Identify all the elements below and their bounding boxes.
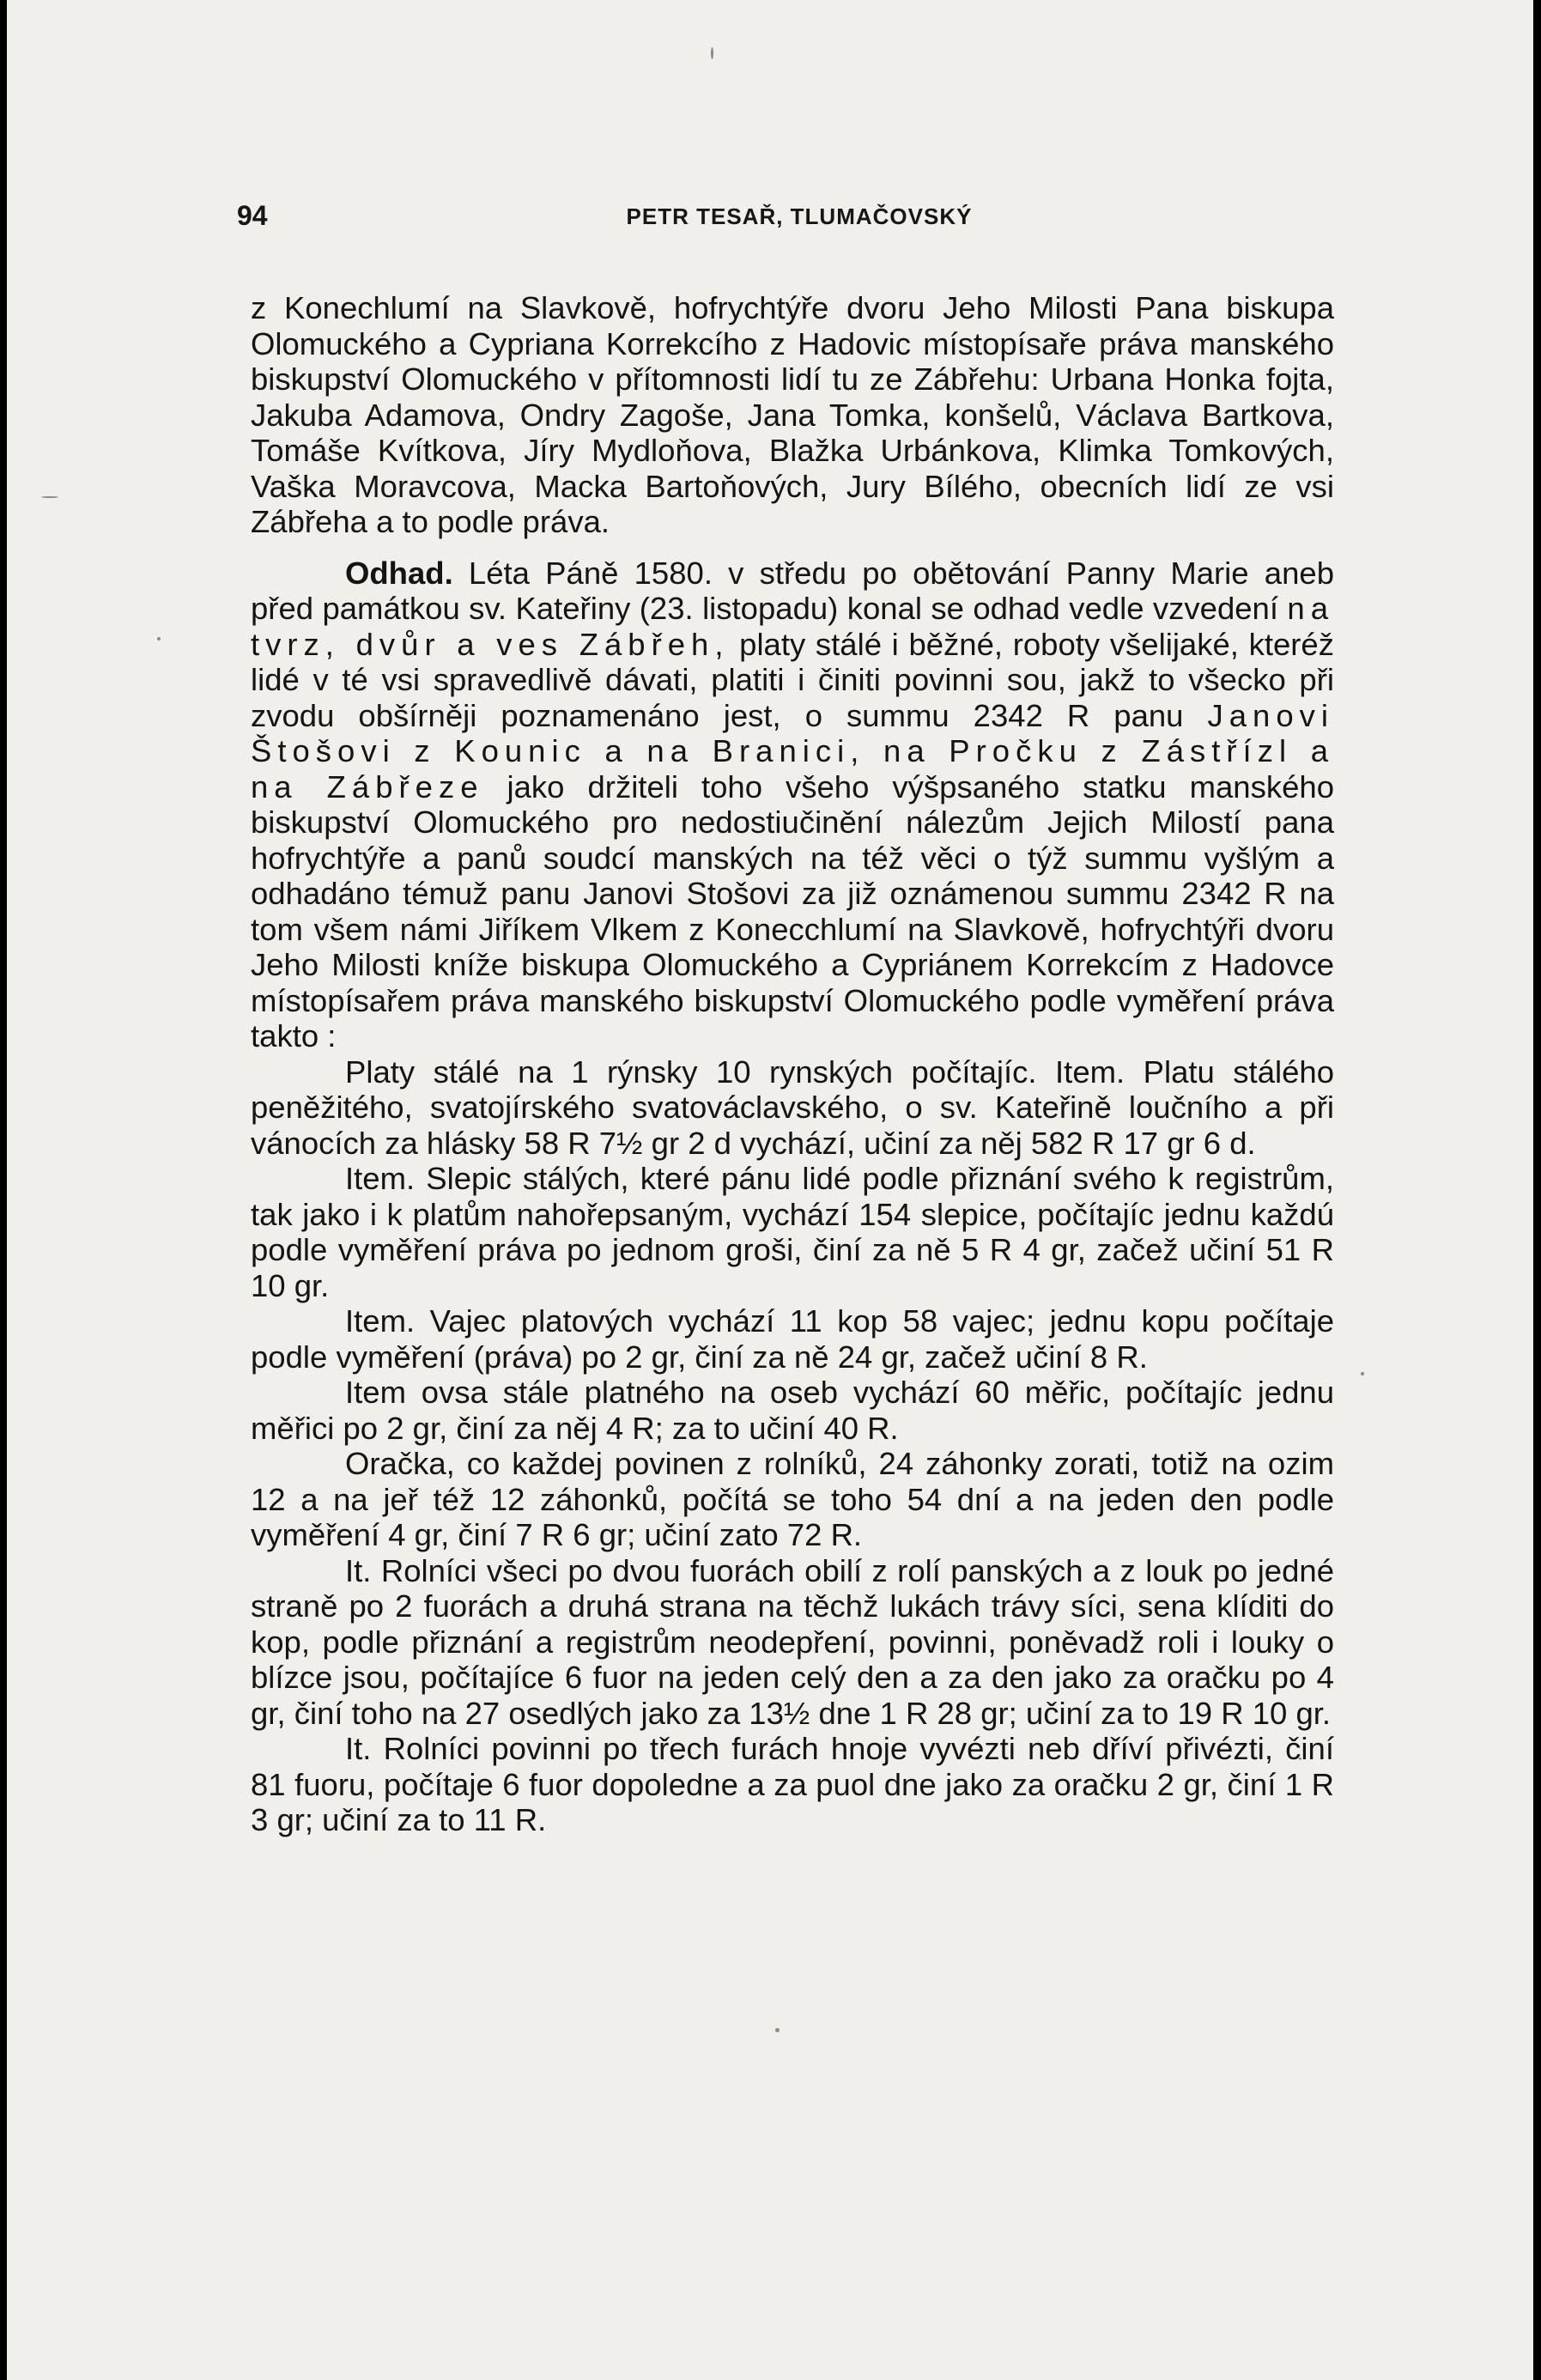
section-heading: Odhad. [345,555,453,591]
paragraph-odhad-part-2: platy stálé i běžné, roboty všelijaké, kteréž lidé v té vsi spravedlivě dávati, platiti i činiti povinni sou, jakž to všecko při zvodu obšírněji poznamenáno jest, o summu 2342 R panu [251,626,1334,733]
paragraph-odhad-part-1: Léta Páně 1580. v středu po obětování Panny Marie aneb před památkou sv. Kateřiny (23. listopadu) konal se odhad vedle vzvedení [251,555,1334,626]
paragraph-rolnici-hnoj: It. Rolníci povinni po třech furách hnoje vyvézti neb dříví přivézti, činí 81 fuoru, počítaje 6 fuor dopoledne a za puol dne jako za oračku 2 gr, činí 1 R 3 gr; učiní za to 11 R. [251,1731,1334,1837]
paragraph-ovsa: Item ovsa stále platného na oseb vychází 60 měřic, počítajíc jednu měřici po 2 gr, činí za něj 4 R; za to učiní 40 R. [251,1375,1334,1446]
paragraph-odhad-part-3: jako držiteli toho všeho výšpsaného statku manského biskupství Olomuckého pro nedostiučinění nálezům Jejich Milostí pana hofrychtýře a panů soudcí manských na též věci o týž summu vyšlým a odhadáno témuž panu Janovi Stošovi za již oznámenou summu 2342 R na tom všem námi Jiříkem Vlkem z Konecchlumí na Slavkově, hofrychtýři dvoru Jeho Milosti kníže biskupa Olomuckého a Cypriánem Korrekcím z Hadovce místopísařem práva manského biskupství Olomuckého podle vyměření práva takto : [251,768,1335,1053]
paragraph-rolnici-fuory: It. Rolníci všeci po dvou fuorách obilí z rolí panských a z louk po jedné straně po 2 fuorách a druhá strana na těchž lukách trávy síci, sena klíditi do kop, podle přiznání a registrům neodepření, povinni, poněvadž roli i louky o blízce jsou, počítajíce 6 fuor na jeden celý den a za den jako za oračku po 4 gr, činí toho na 27 osedlých jako za 13½ dne 1 R 28 gr; učiní za to 19 R 10 gr. [251,1552,1334,1731]
spaced-place-names: na tvrz, dvůr a ves Zábřeh, [251,591,1334,662]
paragraph-slepic: Item. Slepic stálých, které pánu lidé podle přiznání svého k registrům, tak jako i k platům nahořepsaným, vychází 154 slepice, počítajíc jednu každú podle vyměření práva po jednom groši, činí za ně 5 R 4 gr, začež učiní 51 R 10 gr. [251,1161,1334,1303]
running-head: PETR TESAŘ, TLUMAČOVSKÝ [626,203,973,229]
page-number: 94 [237,200,268,231]
paragraph-platy: Platy stálé na 1 rýnsky 10 rynských počítajíc. Item. Platu stálého peněžitého, svatojírského svatováclavského, o sv. Kateřině loučního a při vánocích za hlásky 58 R 7½ gr 2 d vychází, učiní za něj 582 R 17 gr 6 d. [251,1053,1334,1161]
paragraph-witnesses: z Konechlumí na Slavkově, hofrychtýře dvoru Jeho Milosti Pana biskupa Olomuckého a Cypriana Korrekcího z Hadovic místopísaře práva manského biskupství Olomuckého v přítomnosti lidí tu ze Zábřehu: Urbana Honka fojta, Jakuba Adamova, Ondry Zagoše, Jana Tomka, konšelů, Václava Bartkova, Tomáše Kvítkova, Jíry Mydloňova, Blažka Urbánkova, Klimka Tomkových, Vaška Moravcova, Macka Bartoňových, Jury Bílého, obecních lidí ze vsi Zábřeha a to podle práva. [251,290,1334,539]
book-page [7,0,1533,2380]
page-header [237,200,1362,234]
paragraph-vajec: Item. Vajec platových vychází 11 kop 58 vajec; jednu kopu počítaje podle vyměření (práva) po 2 gr, činí za ně 24 gr, začež učiní 8 R. [251,1303,1334,1375]
spaced-person-name: Janovi Štošovi z Kounic a na Branici, na Pročku z Zástřízl a na Zábřeze [251,697,1334,804]
body-text [251,290,1334,1838]
paragraph-odhad [251,556,1334,1054]
paragraph-oracka: Oračka, co každej povinen z rolníků, 24 záhonky zorati, totiž na ozim 12 a na jeř též 12 záhonků, počítá se toho 54 dní a na jeden den podle vyměření 4 gr, činí 7 R 6 gr; učiní zato 72 R. [251,1446,1334,1552]
